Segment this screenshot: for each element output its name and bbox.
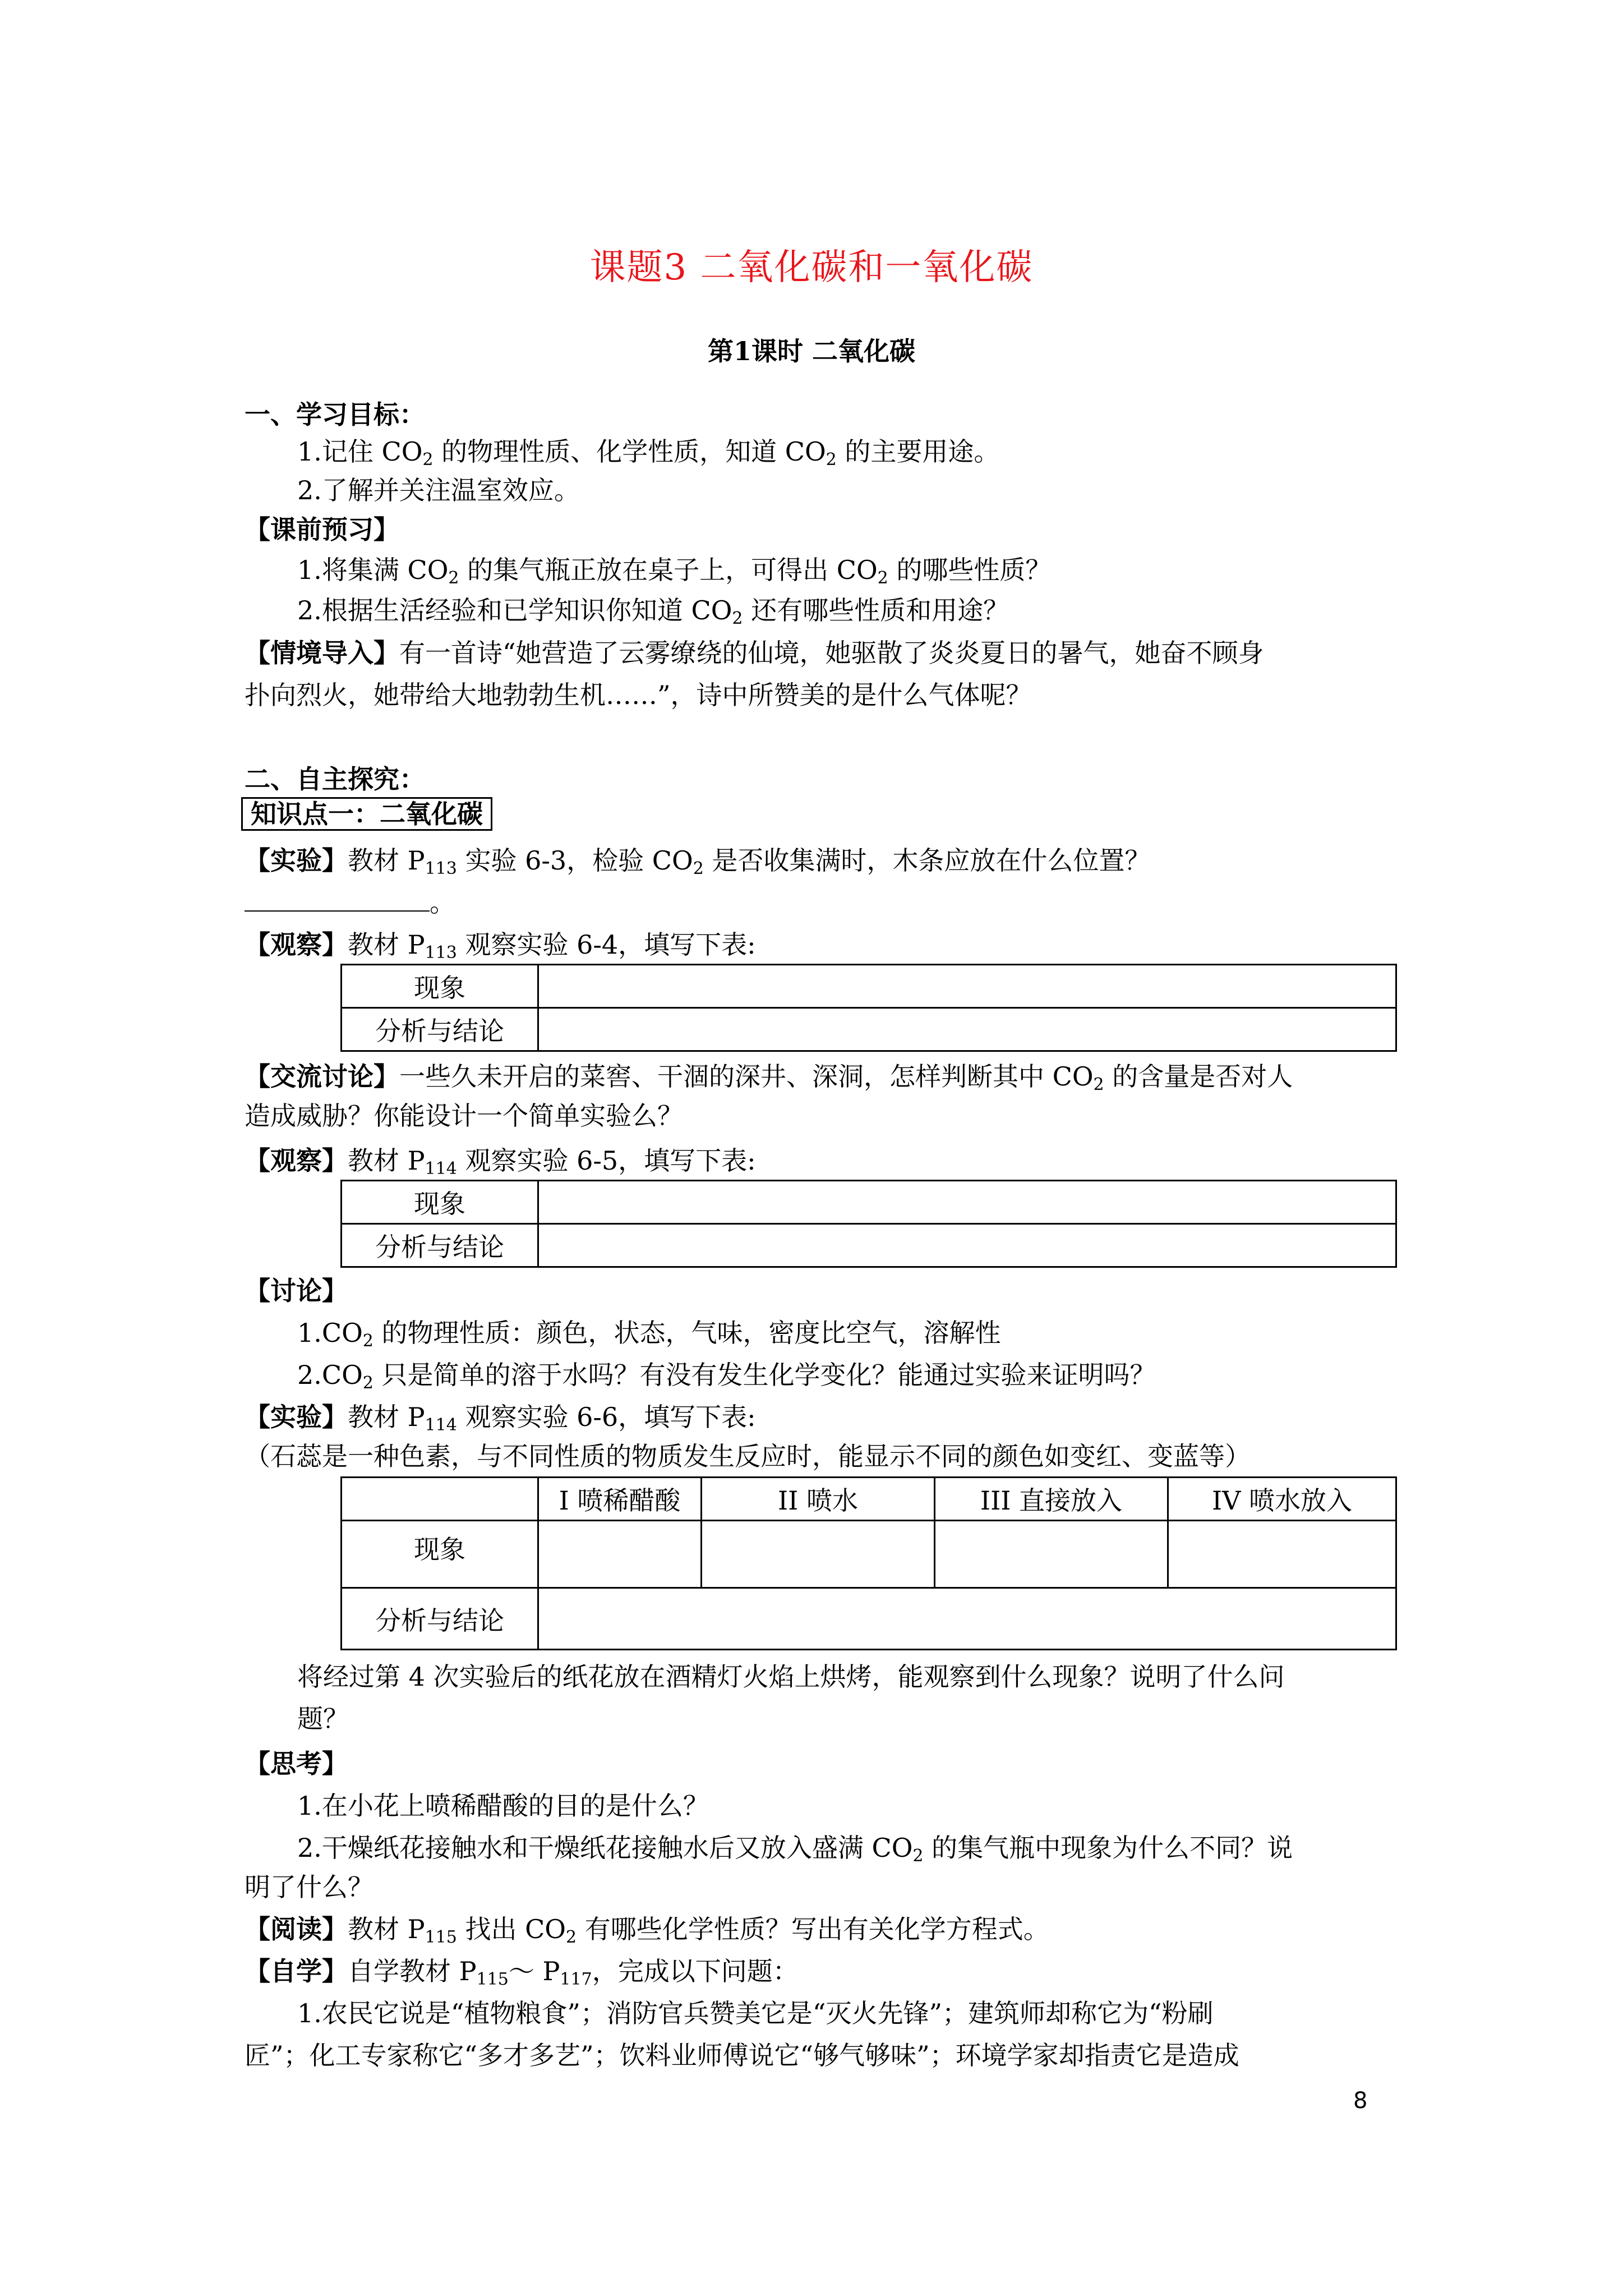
follow-up-line-2: 题？ [297,1704,349,1734]
table-row [342,1521,1396,1588]
table-corner-cell [342,1478,538,1521]
intro-paragraph-line-1: 【情境导入】有一首诗“她营造了云雾缭绕的仙境，她驱散了炎炎夏日的暑气，她奋不顾身 [245,638,1264,668]
think-question-2-line-1: 2.干燥纸花接触水和干燥纸花接触水后又放入盛满 $CO_2$ 的集气瓶中现象为什么不同？说 [297,1833,1293,1866]
discussion-2-question-2: $2.CO_2$ 只是简单的溶于水吗？有没有发生化学变化？能通过实验来证明吗？ [297,1360,1156,1393]
table-row [342,1588,1396,1650]
column-header: III 直接放入 [935,1478,1168,1521]
experiment-1-line-1: 【实验】教材 $P_{113}$ 实验 6-3，检验 $CO_2$ 是否收集满时，木条应放在什么位置？ [245,845,1151,878]
page-subtitle: 第1课时 二氧化碳 [707,336,916,366]
observe-2-instruction: 【观察】教材 $P_{114}$ 观察实验 6-5，填写下表: [245,1145,756,1179]
experiment-2-note: （石蕊是一种色素，与不同性质的物质发生反应时，能显示不同的颜色如变红、变蓝等） [245,1441,1251,1471]
table-cell-answer[interactable] [538,1181,1396,1224]
section-heading-explore: 二、自主探究： [245,764,425,794]
observe-2-table [340,1180,1397,1268]
think-question-2-line-2: 明了什么？ [245,1872,374,1902]
table-cell-answer[interactable] [1168,1521,1396,1588]
table-row [342,1181,1396,1224]
table-cell-label: 分析与结论 [342,1224,538,1267]
table-row [342,1224,1396,1267]
observe-1-instruction: 【观察】教材 $P_{113}$ 观察实验 6-4，填写下表: [245,930,756,963]
table-cell-answer[interactable] [538,1224,1396,1267]
table-cell-label: 现象 [342,965,538,1008]
table-row [342,1008,1396,1051]
table-cell-label: 分析与结论 [342,1008,538,1051]
column-header: II 喷水 [702,1478,935,1521]
table-cell-label: 分析与结论 [342,1588,538,1650]
self-study-q1-line-2: 匠”；化工专家称它“多才多艺”；饮料业师傅说它“够气够味”；环境学家却指责它是造成 [245,2040,1239,2070]
table-cell-label: 现象 [342,1181,538,1224]
goal-1: 1.记住 $CO_2$ 的物理性质、化学性质，知道 $CO_2$ 的主要用途。 [297,436,1000,470]
experiment-2-instruction: 【实验】教材 $P_{114}$ 观察实验 6-6，填写下表: [245,1402,756,1435]
section-heading-goals: 一、学习目标： [245,399,425,430]
goal-2: 2.了解并关注温室效应。 [297,475,580,505]
table-row [342,965,1396,1008]
experiment-2-table [340,1476,1397,1650]
self-study-instruction: 【自学】自学教材 $P_{115}\sim$ $P_{117}$，完成以下问题： [245,1956,799,1989]
table-header-row [342,1478,1396,1521]
preview-question-2: 2.根据生活经验和已学知识你知道 $CO_2$ 还有哪些性质和用途？ [297,595,1009,628]
discussion-2-heading: 【讨论】 [245,1276,348,1306]
discussion-2-question-1: $1.CO_2$ 的物理性质：颜色，状态，气味，密度比空气，溶解性 [297,1318,1001,1351]
observe-1-table [340,964,1397,1052]
think-heading: 【思考】 [245,1749,348,1779]
table-cell-answer[interactable] [538,1521,702,1588]
knowledge-point-1: 知识点一：二氧化碳 [241,797,492,831]
table-cell-answer[interactable] [538,965,1396,1008]
table-cell-label: 现象 [342,1521,538,1588]
column-header: I 喷稀醋酸 [538,1478,702,1521]
table-cell-answer[interactable] [702,1521,935,1588]
follow-up-line-1: 将经过第 4 次实验后的纸花放在酒精灯火焰上烘烤，能观察到什么现象？说明了什么问 [297,1662,1285,1692]
discussion-1-line-2: 造成威胁？你能设计一个简单实验么？ [245,1101,683,1131]
experiment-1-answer-blank[interactable]: 。 [245,881,455,924]
column-header: IV 喷水放入 [1168,1478,1396,1521]
reading-instruction: 【阅读】教材 $P_{115}$ 找出 $CO_2$ 有哪些化学性质？写出有关化学方程式。 [245,1914,1049,1947]
discussion-1-line-1: 【交流讨论】一些久未开启的菜窖、干涸的深井、深洞，怎样判断其中 $CO_2$ 的含量是否对人 [245,1061,1293,1094]
page-number: 8 [1353,2088,1368,2114]
self-study-q1-line-1: 1.农民它说是“植物粮食”；消防官兵赞美它是“灭火先锋”；建筑师却称它为“粉刷 [297,1998,1214,2028]
preview-heading: 【课前预习】 [245,514,399,545]
table-cell-answer[interactable] [538,1008,1396,1051]
intro-paragraph-line-2: 扑向烈火，她带给大地勃勃生机……”，诗中所赞美的是什么气体呢？ [245,680,1032,710]
table-cell-answer[interactable] [538,1588,1396,1650]
page-title: 课题3 二氧化碳和一氧化碳 [589,247,1034,288]
think-question-1: 1.在小花上喷稀醋酸的目的是什么？ [297,1791,709,1821]
preview-question-1: 1.将集满 $CO_2$ 的集气瓶正放在桌子上，可得出 $CO_2$ 的哪些性质？ [297,555,1052,588]
table-cell-answer[interactable] [935,1521,1168,1588]
